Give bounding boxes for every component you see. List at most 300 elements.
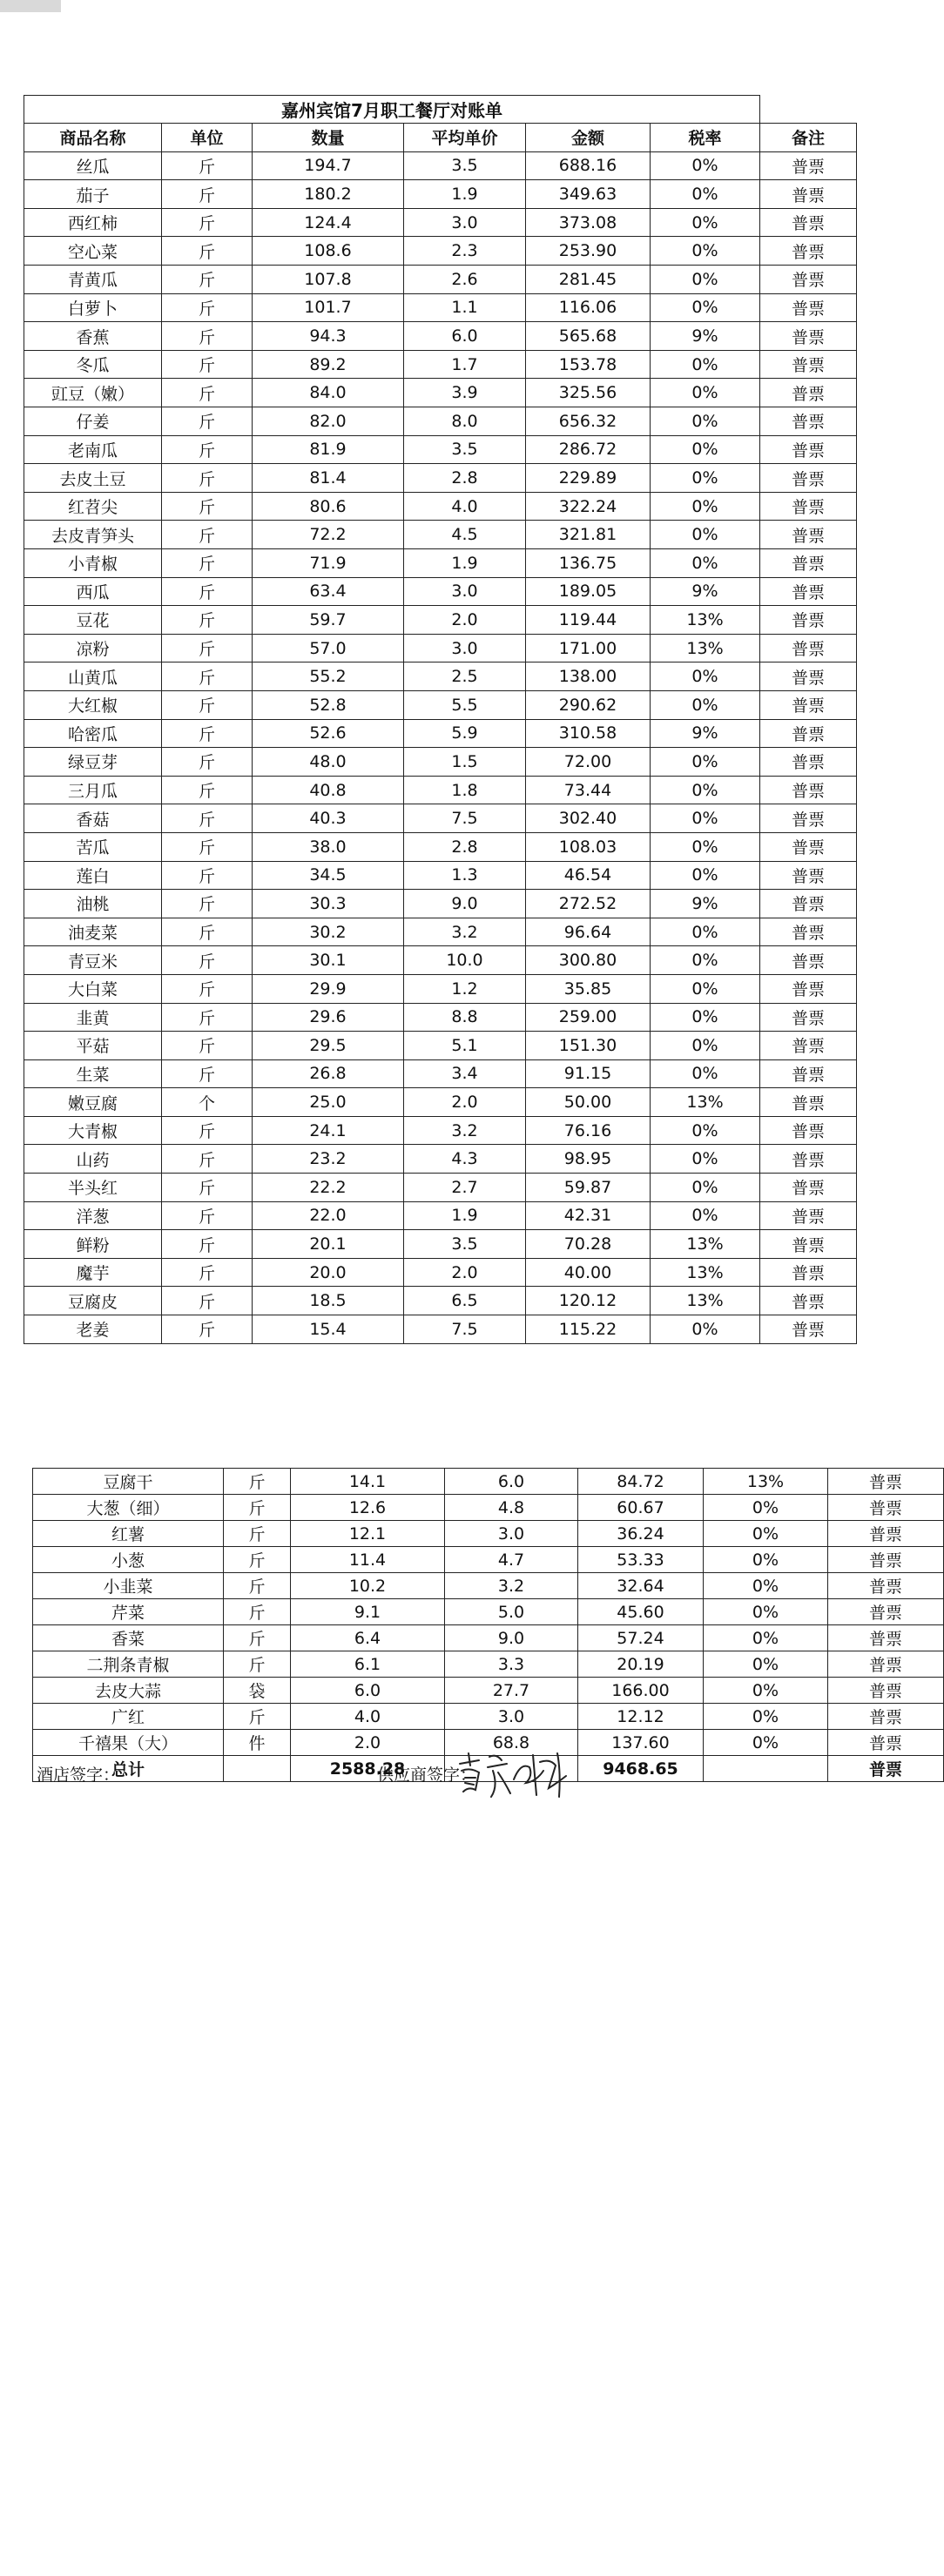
cell-tax: 0% xyxy=(651,1145,760,1174)
total-unit xyxy=(224,1756,291,1782)
cell-note: 普票 xyxy=(828,1678,944,1704)
cell-name: 香蕉 xyxy=(24,322,162,351)
cell-amount: 349.63 xyxy=(526,180,651,209)
table-row xyxy=(24,804,857,833)
table-row xyxy=(24,1174,857,1202)
cell-note: 普票 xyxy=(760,379,857,407)
cell-price: 3.2 xyxy=(445,1573,578,1599)
table-row xyxy=(33,1599,944,1625)
cell-note: 普票 xyxy=(760,776,857,804)
total-amount: 9468.65 xyxy=(578,1756,704,1782)
table-row xyxy=(24,379,857,407)
cell-amount: 688.16 xyxy=(526,151,651,180)
table-row xyxy=(33,1547,944,1573)
cell-qty: 30.2 xyxy=(253,918,404,946)
cell-unit: 斤 xyxy=(162,492,253,521)
cell-amount: 171.00 xyxy=(526,634,651,662)
cell-qty: 194.7 xyxy=(253,151,404,180)
cell-tax: 13% xyxy=(651,634,760,662)
cell-qty: 82.0 xyxy=(253,407,404,436)
cell-tax: 0% xyxy=(651,293,760,322)
cell-price: 8.0 xyxy=(404,407,526,436)
cell-name: 香菜 xyxy=(33,1625,224,1651)
cell-tax: 9% xyxy=(651,890,760,918)
cell-unit: 斤 xyxy=(162,634,253,662)
cell-qty: 11.4 xyxy=(291,1547,445,1573)
table-row xyxy=(24,1116,857,1145)
cell-tax: 0% xyxy=(651,379,760,407)
table-row xyxy=(24,237,857,266)
table-row xyxy=(24,861,857,890)
cell-price: 1.2 xyxy=(404,974,526,1003)
cell-tax: 0% xyxy=(651,804,760,833)
cell-qty: 22.0 xyxy=(253,1201,404,1230)
cell-price: 3.2 xyxy=(404,918,526,946)
cell-qty: 107.8 xyxy=(253,266,404,294)
header-note: 备注 xyxy=(760,124,857,152)
table-row xyxy=(24,946,857,975)
cell-name: 豆腐干 xyxy=(33,1469,224,1495)
table-row xyxy=(24,918,857,946)
cell-name: 豆腐皮 xyxy=(24,1287,162,1315)
cell-unit: 斤 xyxy=(224,1651,291,1678)
cell-tax: 0% xyxy=(651,1315,760,1344)
table-row xyxy=(33,1678,944,1704)
cell-price: 3.0 xyxy=(445,1521,578,1547)
cell-note: 普票 xyxy=(760,804,857,833)
cell-price: 9.0 xyxy=(445,1625,578,1651)
cell-qty: 2.0 xyxy=(291,1730,445,1756)
cell-price: 10.0 xyxy=(404,946,526,975)
cell-unit: 斤 xyxy=(162,832,253,861)
cell-amount: 116.06 xyxy=(526,293,651,322)
cell-unit: 斤 xyxy=(162,322,253,351)
cell-qty: 9.1 xyxy=(291,1599,445,1625)
table-row xyxy=(24,719,857,748)
cell-price: 2.6 xyxy=(404,266,526,294)
cell-qty: 180.2 xyxy=(253,180,404,209)
cell-amount: 73.44 xyxy=(526,776,651,804)
cell-amount: 189.05 xyxy=(526,577,651,606)
cell-name: 西红柿 xyxy=(24,208,162,237)
cell-name: 莲白 xyxy=(24,861,162,890)
cell-qty: 81.4 xyxy=(253,464,404,493)
cell-tax: 0% xyxy=(704,1599,828,1625)
cell-amount: 300.80 xyxy=(526,946,651,975)
cell-unit: 斤 xyxy=(162,1258,253,1287)
cell-amount: 290.62 xyxy=(526,690,651,719)
cell-name: 豆花 xyxy=(24,606,162,635)
total-name: 总计 xyxy=(33,1756,224,1782)
cell-name: 丝瓜 xyxy=(24,151,162,180)
cell-name: 绿豆芽 xyxy=(24,748,162,777)
cell-name: 鲜粉 xyxy=(24,1230,162,1259)
cell-name: 冬瓜 xyxy=(24,350,162,379)
hotel-signature-label: 酒店签字： xyxy=(37,1766,120,1785)
cell-note: 普票 xyxy=(760,1088,857,1117)
cell-amount: 96.64 xyxy=(526,918,651,946)
cell-price: 3.5 xyxy=(404,435,526,464)
cell-name: 白萝卜 xyxy=(24,293,162,322)
cell-amount: 272.52 xyxy=(526,890,651,918)
cell-tax: 0% xyxy=(704,1651,828,1678)
header-price: 平均单价 xyxy=(404,124,526,152)
cell-note: 普票 xyxy=(760,180,857,209)
cell-name: 空心菜 xyxy=(24,237,162,266)
cell-unit: 斤 xyxy=(162,804,253,833)
table-row xyxy=(24,407,857,436)
cell-qty: 24.1 xyxy=(253,1116,404,1145)
cell-price: 6.0 xyxy=(445,1469,578,1495)
cell-qty: 108.6 xyxy=(253,237,404,266)
table-row xyxy=(24,180,857,209)
cell-amount: 120.12 xyxy=(526,1287,651,1315)
cell-amount: 60.67 xyxy=(578,1495,704,1521)
cell-tax: 0% xyxy=(651,521,760,549)
cell-name: 豇豆（嫩） xyxy=(24,379,162,407)
cell-tax: 0% xyxy=(651,662,760,691)
cell-tax: 0% xyxy=(651,1116,760,1145)
cell-note: 普票 xyxy=(760,577,857,606)
cell-qty: 30.1 xyxy=(253,946,404,975)
cell-note: 普票 xyxy=(760,1287,857,1315)
cell-name: 仔姜 xyxy=(24,407,162,436)
scan-edge-mark xyxy=(0,0,61,12)
cell-amount: 322.24 xyxy=(526,492,651,521)
cell-qty: 29.9 xyxy=(253,974,404,1003)
cell-tax: 0% xyxy=(651,832,760,861)
cell-tax: 0% xyxy=(651,151,760,180)
cell-tax: 0% xyxy=(704,1730,828,1756)
cell-unit: 斤 xyxy=(162,946,253,975)
cell-qty: 63.4 xyxy=(253,577,404,606)
cell-price: 68.8 xyxy=(445,1730,578,1756)
cell-price: 4.0 xyxy=(404,492,526,521)
cell-price: 3.3 xyxy=(445,1651,578,1678)
cell-qty: 84.0 xyxy=(253,379,404,407)
cell-unit: 斤 xyxy=(162,890,253,918)
cell-note: 普票 xyxy=(828,1521,944,1547)
cell-unit: 斤 xyxy=(224,1521,291,1547)
cell-qty: 22.2 xyxy=(253,1174,404,1202)
cell-price: 3.2 xyxy=(404,1116,526,1145)
cell-qty: 48.0 xyxy=(253,748,404,777)
cell-price: 4.3 xyxy=(404,1145,526,1174)
cell-qty: 40.3 xyxy=(253,804,404,833)
cell-unit: 斤 xyxy=(224,1704,291,1730)
cell-unit: 斤 xyxy=(162,577,253,606)
table-row xyxy=(24,1315,857,1344)
cell-name: 香菇 xyxy=(24,804,162,833)
cell-name: 二荆条青椒 xyxy=(33,1651,224,1678)
cell-qty: 18.5 xyxy=(253,1287,404,1315)
cell-unit: 斤 xyxy=(162,379,253,407)
cell-name: 广红 xyxy=(33,1704,224,1730)
cell-note: 普票 xyxy=(760,832,857,861)
cell-name: 青黄瓜 xyxy=(24,266,162,294)
cell-tax: 9% xyxy=(651,719,760,748)
cell-qty: 124.4 xyxy=(253,208,404,237)
cell-price: 7.5 xyxy=(404,804,526,833)
cell-price: 1.5 xyxy=(404,748,526,777)
table-row xyxy=(24,1201,857,1230)
cell-note: 普票 xyxy=(760,322,857,351)
cell-tax: 0% xyxy=(704,1678,828,1704)
cell-note: 普票 xyxy=(760,407,857,436)
cell-note: 普票 xyxy=(760,1145,857,1174)
cell-name: 魔芋 xyxy=(24,1258,162,1287)
cell-note: 普票 xyxy=(760,464,857,493)
cell-amount: 151.30 xyxy=(526,1032,651,1060)
table-row xyxy=(33,1651,944,1678)
cell-name: 嫩豆腐 xyxy=(24,1088,162,1117)
cell-note: 普票 xyxy=(760,1003,857,1032)
cell-price: 2.0 xyxy=(404,1258,526,1287)
table-row xyxy=(33,1521,944,1547)
table-row xyxy=(24,1088,857,1117)
cell-name: 生菜 xyxy=(24,1059,162,1088)
cell-amount: 98.95 xyxy=(526,1145,651,1174)
cell-price: 1.7 xyxy=(404,350,526,379)
header-amount: 金额 xyxy=(526,124,651,152)
cell-tax: 0% xyxy=(704,1547,828,1573)
cell-name: 小青椒 xyxy=(24,549,162,578)
total-note: 普票 xyxy=(828,1756,944,1782)
cell-tax: 0% xyxy=(704,1625,828,1651)
handwritten-signature xyxy=(453,1745,583,1806)
cell-name: 韭黄 xyxy=(24,1003,162,1032)
table-row xyxy=(24,322,857,351)
cell-price: 3.0 xyxy=(445,1704,578,1730)
cell-amount: 302.40 xyxy=(526,804,651,833)
cell-unit: 斤 xyxy=(162,350,253,379)
cell-qty: 71.9 xyxy=(253,549,404,578)
cell-price: 5.0 xyxy=(445,1599,578,1625)
cell-unit: 斤 xyxy=(162,776,253,804)
table-row xyxy=(24,208,857,237)
cell-tax: 0% xyxy=(651,1032,760,1060)
cell-name: 半头红 xyxy=(24,1174,162,1202)
cell-tax: 0% xyxy=(704,1521,828,1547)
cell-tax: 0% xyxy=(651,1174,760,1202)
cell-amount: 286.72 xyxy=(526,435,651,464)
cell-note: 普票 xyxy=(760,266,857,294)
table-row xyxy=(24,1258,857,1287)
cell-qty: 89.2 xyxy=(253,350,404,379)
cell-unit: 斤 xyxy=(162,861,253,890)
table-row xyxy=(24,634,857,662)
cell-unit: 斤 xyxy=(162,435,253,464)
table-row xyxy=(24,464,857,493)
header-tax: 税率 xyxy=(651,124,760,152)
cell-name: 大葱（细） xyxy=(33,1495,224,1521)
cell-amount: 137.60 xyxy=(578,1730,704,1756)
statement-table-page1 xyxy=(24,95,857,1344)
cell-note: 普票 xyxy=(828,1495,944,1521)
cell-unit: 斤 xyxy=(162,464,253,493)
cell-price: 2.8 xyxy=(404,832,526,861)
cell-unit: 斤 xyxy=(162,407,253,436)
cell-unit: 斤 xyxy=(224,1625,291,1651)
cell-note: 普票 xyxy=(760,719,857,748)
cell-qty: 26.8 xyxy=(253,1059,404,1088)
cell-note: 普票 xyxy=(828,1651,944,1678)
table-row xyxy=(24,549,857,578)
cell-qty: 29.5 xyxy=(253,1032,404,1060)
table-row xyxy=(33,1625,944,1651)
cell-name: 去皮青笋头 xyxy=(24,521,162,549)
cell-note: 普票 xyxy=(760,890,857,918)
cell-tax: 13% xyxy=(651,1287,760,1315)
cell-name: 青豆米 xyxy=(24,946,162,975)
cell-note: 普票 xyxy=(760,1315,857,1344)
table-row xyxy=(33,1469,944,1495)
cell-unit: 斤 xyxy=(162,690,253,719)
cell-amount: 253.90 xyxy=(526,237,651,266)
cell-tax: 0% xyxy=(651,776,760,804)
table-row xyxy=(24,690,857,719)
table-row xyxy=(24,1003,857,1032)
cell-note: 普票 xyxy=(760,1230,857,1259)
cell-tax: 0% xyxy=(651,946,760,975)
cell-qty: 4.0 xyxy=(291,1704,445,1730)
cell-tax: 0% xyxy=(651,435,760,464)
cell-amount: 57.24 xyxy=(578,1625,704,1651)
cell-price: 3.5 xyxy=(404,1230,526,1259)
cell-tax: 13% xyxy=(651,1230,760,1259)
cell-tax: 0% xyxy=(651,1003,760,1032)
cell-unit: 斤 xyxy=(162,266,253,294)
cell-price: 3.5 xyxy=(404,151,526,180)
cell-price: 6.5 xyxy=(404,1287,526,1315)
cell-tax: 0% xyxy=(651,1201,760,1230)
cell-amount: 166.00 xyxy=(578,1678,704,1704)
cell-tax: 13% xyxy=(704,1469,828,1495)
cell-amount: 259.00 xyxy=(526,1003,651,1032)
cell-unit: 斤 xyxy=(162,1230,253,1259)
cell-amount: 84.72 xyxy=(578,1469,704,1495)
table-row xyxy=(33,1573,944,1599)
cell-unit: 斤 xyxy=(162,237,253,266)
cell-amount: 59.87 xyxy=(526,1174,651,1202)
cell-name: 千禧果（大） xyxy=(33,1730,224,1756)
cell-price: 7.5 xyxy=(404,1315,526,1344)
cell-qty: 12.1 xyxy=(291,1521,445,1547)
cell-unit: 斤 xyxy=(162,1003,253,1032)
cell-price: 2.8 xyxy=(404,464,526,493)
cell-price: 5.9 xyxy=(404,719,526,748)
cell-unit: 斤 xyxy=(162,521,253,549)
cell-tax: 0% xyxy=(651,1059,760,1088)
cell-unit: 个 xyxy=(162,1088,253,1117)
cell-price: 2.3 xyxy=(404,237,526,266)
cell-qty: 52.8 xyxy=(253,690,404,719)
cell-note: 普票 xyxy=(828,1704,944,1730)
cell-price: 3.0 xyxy=(404,634,526,662)
cell-price: 2.7 xyxy=(404,1174,526,1202)
cell-unit: 件 xyxy=(224,1730,291,1756)
cell-note: 普票 xyxy=(828,1573,944,1599)
cell-unit: 斤 xyxy=(162,1201,253,1230)
cell-price: 27.7 xyxy=(445,1678,578,1704)
cell-unit: 斤 xyxy=(162,1315,253,1344)
cell-note: 普票 xyxy=(760,492,857,521)
cell-qty: 55.2 xyxy=(253,662,404,691)
cell-name: 大红椒 xyxy=(24,690,162,719)
cell-amount: 32.64 xyxy=(578,1573,704,1599)
cell-price: 3.4 xyxy=(404,1059,526,1088)
cell-qty: 14.1 xyxy=(291,1469,445,1495)
cell-amount: 108.03 xyxy=(526,832,651,861)
cell-unit: 斤 xyxy=(162,1174,253,1202)
cell-unit: 斤 xyxy=(162,151,253,180)
total-qty: 2588.28 xyxy=(291,1756,445,1782)
cell-unit: 斤 xyxy=(162,748,253,777)
cell-qty: 29.6 xyxy=(253,1003,404,1032)
cell-name: 芹菜 xyxy=(33,1599,224,1625)
table-row xyxy=(24,577,857,606)
header-name: 商品名称 xyxy=(24,124,162,152)
table-row xyxy=(24,890,857,918)
cell-qty: 20.0 xyxy=(253,1258,404,1287)
cell-amount: 36.24 xyxy=(578,1521,704,1547)
cell-unit: 斤 xyxy=(162,974,253,1003)
cell-price: 4.7 xyxy=(445,1547,578,1573)
cell-unit: 斤 xyxy=(162,1032,253,1060)
cell-note: 普票 xyxy=(828,1469,944,1495)
cell-tax: 13% xyxy=(651,606,760,635)
table-row xyxy=(24,435,857,464)
cell-amount: 310.58 xyxy=(526,719,651,748)
cell-name: 小韭菜 xyxy=(33,1573,224,1599)
table-row xyxy=(24,266,857,294)
cell-note: 普票 xyxy=(760,606,857,635)
cell-unit: 袋 xyxy=(224,1678,291,1704)
cell-price: 4.8 xyxy=(445,1495,578,1521)
cell-qty: 25.0 xyxy=(253,1088,404,1117)
cell-name: 大白菜 xyxy=(24,974,162,1003)
cell-name: 凉粉 xyxy=(24,634,162,662)
cell-price: 1.8 xyxy=(404,776,526,804)
supplier-signature-label: 供应商签字： xyxy=(377,1766,477,1785)
cell-amount: 153.78 xyxy=(526,350,651,379)
cell-price: 1.1 xyxy=(404,293,526,322)
cell-tax: 0% xyxy=(651,266,760,294)
cell-tax: 0% xyxy=(651,350,760,379)
cell-amount: 321.81 xyxy=(526,521,651,549)
cell-price: 2.0 xyxy=(404,606,526,635)
cell-amount: 325.56 xyxy=(526,379,651,407)
table-row xyxy=(24,748,857,777)
cell-name: 三月瓜 xyxy=(24,776,162,804)
cell-price: 9.0 xyxy=(404,890,526,918)
cell-tax: 0% xyxy=(651,180,760,209)
cell-note: 普票 xyxy=(760,634,857,662)
cell-unit: 斤 xyxy=(224,1547,291,1573)
cell-qty: 94.3 xyxy=(253,322,404,351)
cell-note: 普票 xyxy=(760,662,857,691)
cell-price: 2.0 xyxy=(404,1088,526,1117)
cell-tax: 0% xyxy=(704,1495,828,1521)
cell-name: 洋葱 xyxy=(24,1201,162,1230)
cell-unit: 斤 xyxy=(162,662,253,691)
cell-name: 茄子 xyxy=(24,180,162,209)
cell-note: 普票 xyxy=(828,1547,944,1573)
cell-tax: 13% xyxy=(651,1088,760,1117)
cell-name: 红薯 xyxy=(33,1521,224,1547)
cell-name: 去皮土豆 xyxy=(24,464,162,493)
cell-qty: 30.3 xyxy=(253,890,404,918)
